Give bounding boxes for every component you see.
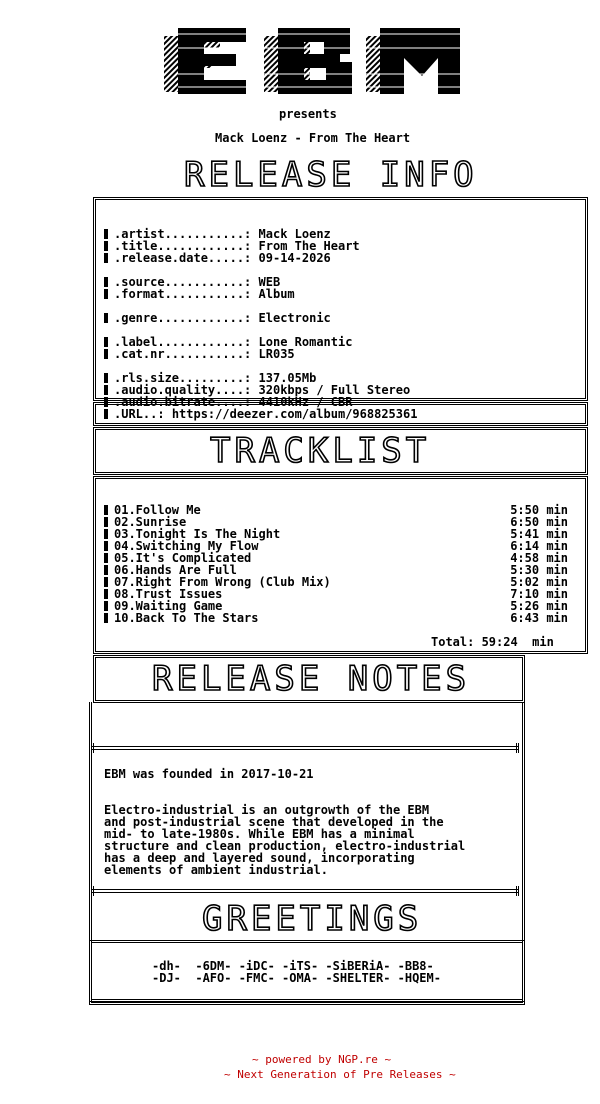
heading-greetings: GREETINGS — [202, 899, 423, 939]
url-link[interactable]: https://deezer.com/album/968825361 — [171, 407, 418, 421]
tracklist — [104, 504, 568, 624]
heading-tracklist: TRACKLIST — [210, 431, 431, 471]
track-name: 10.Back To The Stars — [114, 611, 259, 625]
info-cat-nr: .cat.nr...........: LR035 — [104, 348, 410, 360]
track-time: 4:58 min — [510, 551, 568, 565]
track-name: 08.Trust Issues — [114, 587, 223, 601]
info-format: .format...........: Album — [104, 288, 410, 300]
info-release-date: .release.date.....: 09-14-2026 — [104, 252, 410, 264]
track-time: 5:41 min — [510, 527, 568, 541]
track-name: 02.Sunrise — [114, 515, 187, 529]
divider-top — [91, 746, 519, 750]
track-time: 5:26 min — [510, 599, 568, 613]
track-name: 04.Switching My Flow — [114, 539, 259, 553]
info-artist: .artist...........: Mack Loenz — [104, 228, 410, 240]
greetings-line-2: -DJ- -AFO- -FMC- -OMA- -SHELTER- -HQEM- — [152, 971, 441, 985]
svg-text:EBM: EBM — [160, 9, 189, 28]
info-genre: .genre............: Electronic — [104, 312, 410, 324]
track-time: 6:50 min — [510, 515, 568, 529]
heading-release-notes: RELEASE NOTES — [152, 659, 471, 699]
track-name: 06.Hands Are Full — [114, 563, 237, 577]
track-name: 05.It's Complicated — [114, 551, 252, 565]
track-time: 5:30 min — [510, 563, 568, 577]
release-info-list — [104, 216, 410, 420]
info-label: .label............: Lone Romantic — [104, 336, 410, 348]
release-headline: Mack Loenz - From The Heart — [215, 131, 411, 145]
divider-bottom — [91, 889, 519, 893]
greetings-line-1: -dh- -6DM- -iDC- -iTS- -SiBERiA- -BB8- — [152, 959, 434, 973]
track-time: 6:43 min — [510, 611, 568, 625]
track-row — [104, 612, 568, 624]
track-time: 5:50 min — [510, 503, 568, 517]
track-name: 03.Tonight Is The Night — [114, 527, 281, 541]
track-time: 5:02 min — [510, 575, 568, 589]
info-audio-bitrate: .audio.bitrate....: 4410kHz / CBR — [104, 396, 410, 408]
track-time: 7:10 min — [510, 587, 568, 601]
track-name: 01.Follow Me — [114, 503, 201, 517]
ebm-logo — [160, 9, 464, 98]
info-source: .source...........: WEB — [104, 276, 410, 288]
url-line: .URL..: https://deezer.com/album/968825361 — [104, 408, 417, 420]
info-rls-size: .rls.size.........: 137.05Mb — [104, 372, 410, 384]
total-time: Total: 59:24 min — [431, 635, 554, 649]
heading-release-info: RELEASE INFO — [184, 155, 478, 195]
track-time: 6:14 min — [510, 539, 568, 553]
footer-tagline: ~ Next Generation of Pre Releases ~ — [224, 1068, 456, 1081]
founded-text: EBM was founded in 2017-10-21 — [104, 767, 314, 781]
track-name: 09.Waiting Game — [114, 599, 223, 613]
track-name: 07.Right From Wrong (Club Mix) — [114, 575, 331, 589]
info-audio-quality: .audio.quality....: 320kbps / Full Stereo — [104, 384, 410, 396]
release-notes-paragraph: Electro-industrial is an outgrowth of the EBM and post-industrial scene that developed in the mid- to late-1980s. While EBM has a minimal structure and clean production, electro-industrial has a deep and layered sound, incorporating elements of ambient industrial. — [104, 803, 466, 877]
info-title: .title............: From The Heart — [104, 240, 410, 252]
presents-text: presents — [279, 107, 337, 121]
footer-powered-by[interactable]: ~ powered by NGP.re ~ — [252, 1053, 392, 1066]
